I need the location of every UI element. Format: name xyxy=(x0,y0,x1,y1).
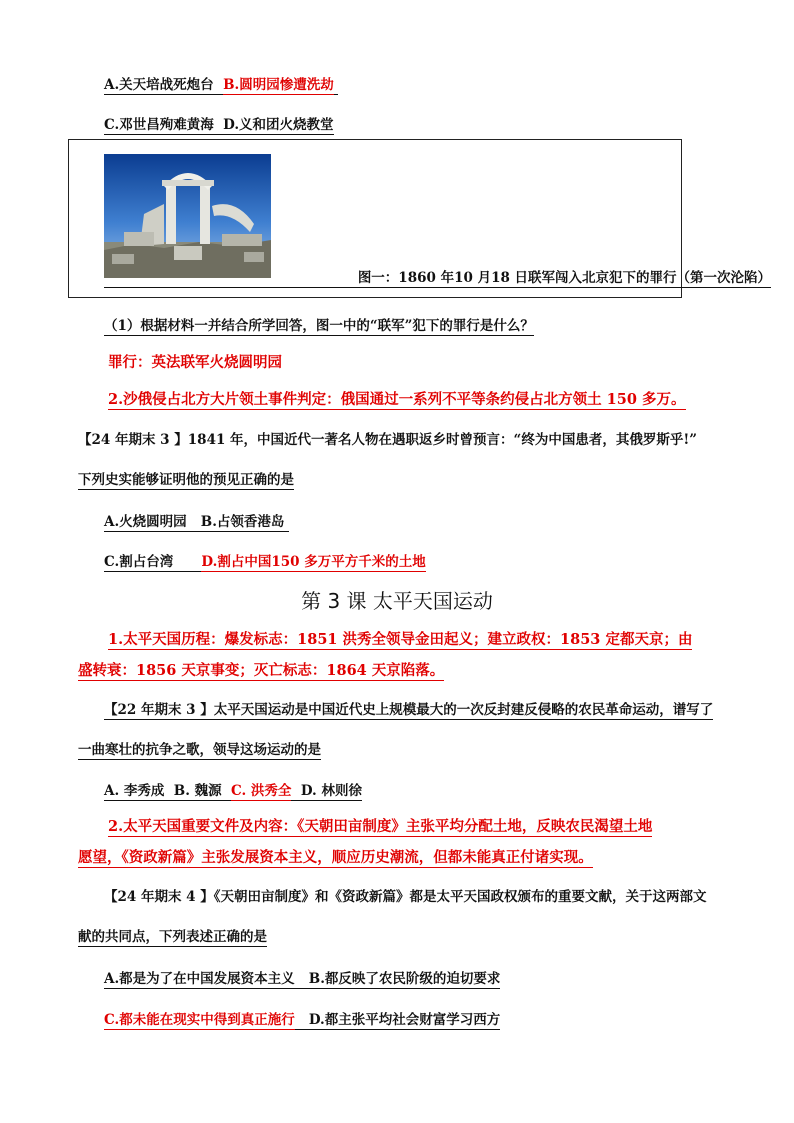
q2-stem-line-2: 下列史实能够证明他的预见正确的是 xyxy=(78,472,294,488)
q4-stem-line-2: 献的共同点，下列表述正确的是 xyxy=(78,929,267,945)
q4-option-c: C.都未能在现实中得到真正施行 xyxy=(104,1012,295,1028)
q2-option-d: D.割占中国150 多万平方千米的土地 xyxy=(201,554,426,570)
q4-option-d: D.都主张平均社会财富学习西方 xyxy=(308,1012,501,1028)
q4-stem-line-1: 【24 年期末 4 】《天朝田亩制度》和《资政新篇》都是太平天国政权颁布的重要文献，关于这两部文 xyxy=(104,889,707,905)
key-point-2: 2.沙俄侵占北方大片领土事件判定：俄国通过一系列不平等条约侵占北方领土 150 多万。 xyxy=(108,391,686,408)
q3-options-row xyxy=(104,779,362,799)
q1-answer: 罪行：英法联军火烧圆明园 xyxy=(108,354,282,371)
q2-option-b: B.占领香港岛 xyxy=(200,514,285,530)
q3-stem-line-1: 【22 年期末 3 】太平天国运动是中国近代史上规模最大的一次反封建反侵略的农民革命运动，谱写了 xyxy=(104,702,714,718)
q1-option-d: D.义和团火烧教堂 xyxy=(223,117,334,133)
q1-options-row-1 xyxy=(104,73,338,93)
q2-option-c: C.割占台湾 xyxy=(104,554,174,570)
q3-option-a: A. 李秀成 xyxy=(104,783,165,799)
q3-stem-line-2: 一曲寒壮的抗争之歌，领导这场运动的是 xyxy=(78,742,321,758)
figure-photo xyxy=(104,154,271,278)
q2-stem-line-1: 【24 年期末 3 】1841 年，中国近代一著名人物在遇职返乡时曾预言：“终为中国患者，其俄罗斯乎!” xyxy=(78,432,698,448)
q2-options-row-1 xyxy=(104,510,289,530)
q3-option-b: B. 魏源 xyxy=(173,783,222,799)
q1-option-b: B.圆明园惨遭洗劫 xyxy=(223,77,334,93)
figure-caption: 图一：1860 年10 月18 日联军闯入北京犯下的罪行（第一次沦陷） xyxy=(357,270,772,286)
lesson-title: 第 3 课 太平天国运动 xyxy=(301,589,493,613)
q2-option-a: A.火烧圆明园 xyxy=(104,514,187,530)
key-point-4-line-1: 2.太平天国重要文件及内容：《天朝田亩制度》主张平均分配土地，反映农民渴望土地 xyxy=(108,818,653,835)
q3-option-d: D. 林则徐 xyxy=(300,783,362,799)
yuanmingyuan-ruins-image xyxy=(104,154,271,278)
key-point-3-line-2: 盛转衰：1856 天京事变；灭亡标志：1864 天京陷落。 xyxy=(78,662,445,679)
q4-options-row-2 xyxy=(104,1008,500,1028)
q3-option-c: C. 洪秀全 xyxy=(231,783,292,799)
key-point-3-line-1: 1.太平天国历程：爆发标志：1851 洪秀全领导金田起义；建立政权：1853 定都天京；由 xyxy=(108,631,693,648)
q4-option-b: B.都反映了农民阶级的迫切要求 xyxy=(308,971,501,987)
key-point-4-line-2: 愿望，《资政新篇》主张发展资本主义，顺应历史潮流，但都未能真正付诸实现。 xyxy=(78,849,593,866)
figure-caption-row xyxy=(104,266,771,286)
q1-option-a: A.关天培战死炮台 xyxy=(104,77,214,93)
q1-option-c: C.邓世昌殉难黄海 xyxy=(104,117,214,133)
q2-options-row-2 xyxy=(104,550,426,570)
q1-options-row-2 xyxy=(104,113,334,133)
q4-option-a: A.都是为了在中国发展资本主义 xyxy=(104,971,295,987)
q4-options-row-1 xyxy=(104,967,500,987)
q1-subquestion: （1）根据材料一并结合所学回答，图一中的“联军”犯下的罪行是什么？ xyxy=(104,318,534,334)
